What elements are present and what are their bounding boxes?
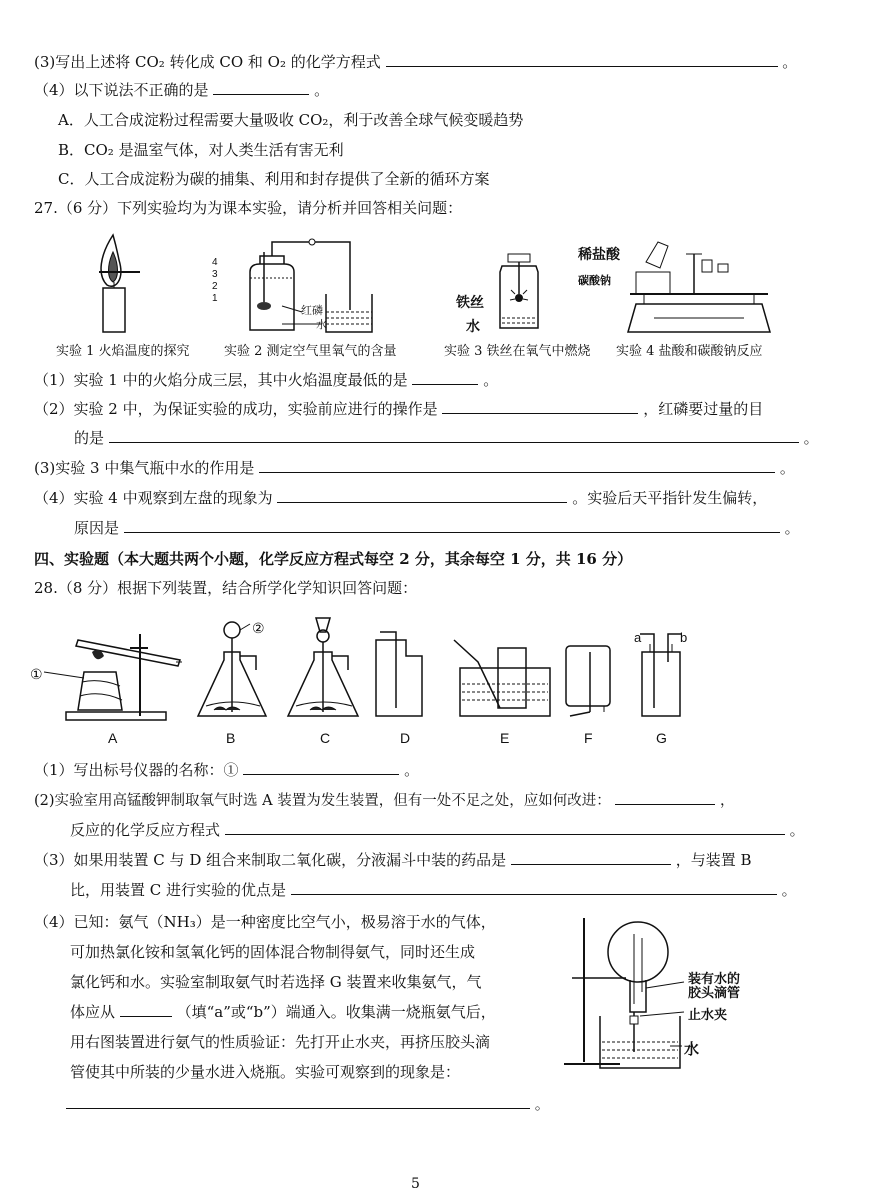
apparatus-row [30,612,700,732]
answer-blank[interactable] [259,458,775,473]
label-f: F [584,730,593,746]
answer-blank[interactable] [124,518,780,533]
label-dilute-hcl: 稀盐酸 [578,246,620,262]
answer-blank[interactable] [66,1094,530,1109]
answer-blank[interactable] [213,80,309,95]
mark-a: a [634,630,642,645]
label-dropper-1: 装有水的 [688,971,741,986]
scale-3: 3 [212,269,218,280]
q27-title: 27.（6 分）下列实验均为为课本实验，请分析并回答相关问题： [34,199,463,217]
answer-blank[interactable] [120,1002,172,1017]
q26-part3: (3)写出上述将 CO₂ 转化成 CO 和 O₂ 的化学方程式 。 [34,53,798,71]
label-iron-wire: 铁丝 [456,294,484,310]
label-sodium-carbonate: 碳酸钠 [578,275,611,287]
option-c: C．人工合成淀粉为碳的捕集、利用和封存提供了全新的循环方案 [58,170,490,188]
label-a: A [108,730,118,746]
q27-part2-cont: 的是 。 [74,429,819,447]
scale-4: 4 [212,257,218,268]
q28-part2: (2)实验室用高锰酸钾制取氧气时选 A 装置为发生装置，但有一处不足之处，应如何改进： ， [34,790,734,811]
q28-part4-line4: 体应从 （填“a”或“b”）端通入。收集满一烧瓶氨气后， [70,1003,496,1021]
q28-part4-answer: 。 [66,1094,550,1114]
label-b: B [226,730,236,746]
q28-title: 28.（8 分）根据下列装置，结合所学化学知识回答问题： [34,579,418,597]
option-a: A．人工合成淀粉过程需要大量吸收 CO₂，利于改善全球气候变暖趋势 [58,111,524,129]
q28-part4-line2: 可加热氯化铵和氢氧化钙的固体混合物制得氨气，同时还生成 [70,943,476,961]
label-dropper-2: 胶头滴管 [688,985,741,1000]
answer-blank[interactable] [386,52,778,67]
label-e: E [500,730,510,746]
page-number: 5 [411,1176,420,1192]
answer-blank[interactable] [109,428,799,443]
q27-part2: （2）实验 2 中，为保证实验的成功，实验前应进行的操作是 ，红磷要过量的目 [34,400,764,418]
q27-part1: （1）实验 1 中的火焰分成三层，其中火焰温度最低的是 。 [34,371,499,389]
scale-1: 1 [212,293,218,304]
q27-part3: (3)实验 3 中集气瓶中水的作用是 。 [34,459,795,477]
apparatus-g [640,634,682,716]
q28-part4-line6: 管使其中所装的少量水进入烧瓶。实验可观察到的现象是： [70,1063,461,1081]
q28-part2-cont: 反应的化学反应方程式 。 [70,821,805,839]
answer-blank[interactable] [277,488,567,503]
answer-blank[interactable] [243,760,399,775]
q27-part4: （4）实验 4 中观察到左盘的现象为 。实验后天平指针发生偏转， [34,489,768,507]
label-water-exp3: 水 [466,318,480,334]
scale-2: 2 [212,281,218,292]
label-g: G [656,730,667,746]
label-water-exp2: 水 [316,319,327,331]
q28-part3-cont: 比，用装置 C 进行实验的优点是 。 [70,881,797,899]
balance-figure [624,232,774,337]
apparatus-e [454,640,550,716]
mark-b: b [680,630,688,645]
mark-circled-1: ① [30,666,43,682]
label-c: C [320,730,331,746]
label-water-beaker: 水 [684,1041,700,1058]
oxygen-content-apparatus [222,232,382,337]
caption-exp2: 实验 2 测定空气里氧气的含量 [224,344,397,359]
q26-part4: （4）以下说法不正确的是 。 [34,81,330,99]
apparatus-a [44,634,182,720]
section-4-heading: 四、实验题（本大题共两个小题，化学反应方程式每空 2 分，其余每空 1 分，共 16 分） [34,550,633,568]
label-water-clip: 止水夹 [688,1007,728,1022]
label-d: D [400,730,411,746]
apparatus-f [566,646,610,716]
caption-exp4: 实验 4 盐酸和碳酸钠反应 [616,344,763,359]
q27-part4-cont: 原因是 。 [74,519,800,537]
answer-blank[interactable] [442,399,638,414]
caption-exp1: 实验 1 火焰温度的探究 [56,344,190,359]
option-b: B．CO₂ 是温室气体，对人类生活有害无利 [58,141,344,159]
answer-blank[interactable] [511,850,671,865]
answer-blank[interactable] [615,790,715,805]
q28-part1: （1）写出标号仪器的名称：① 。 [34,761,420,779]
answer-blank[interactable] [291,880,777,895]
q28-part4-line1: （4）已知：氨气（NH₃）是一种密度比空气小，极易溶于水的气体， [34,913,496,931]
caption-exp3: 实验 3 铁丝在氧气中燃烧 [444,344,591,359]
iron-wire-combustion-figure [490,252,550,332]
mark-circled-2: ② [252,620,265,636]
q28-part3: （3）如果用装置 C 与 D 组合来制取二氧化碳，分液漏斗中装的药品是 ，与装置 B [34,851,752,869]
apparatus-d [376,632,422,716]
candle-flame-figure [85,230,145,335]
label-red-phosphorus: 红磷 [301,305,323,317]
answer-blank[interactable] [412,370,478,385]
q28-part4-line5: 用右图装置进行氨气的性质验证：先打开止水夹，再挤压胶头滴 [70,1033,491,1051]
answer-blank[interactable] [225,820,785,835]
apparatus-c [288,618,358,716]
q28-part4-line3: 氯化钙和水。实验室制取氨气时若选择 G 装置来收集氨气，气 [70,973,482,991]
